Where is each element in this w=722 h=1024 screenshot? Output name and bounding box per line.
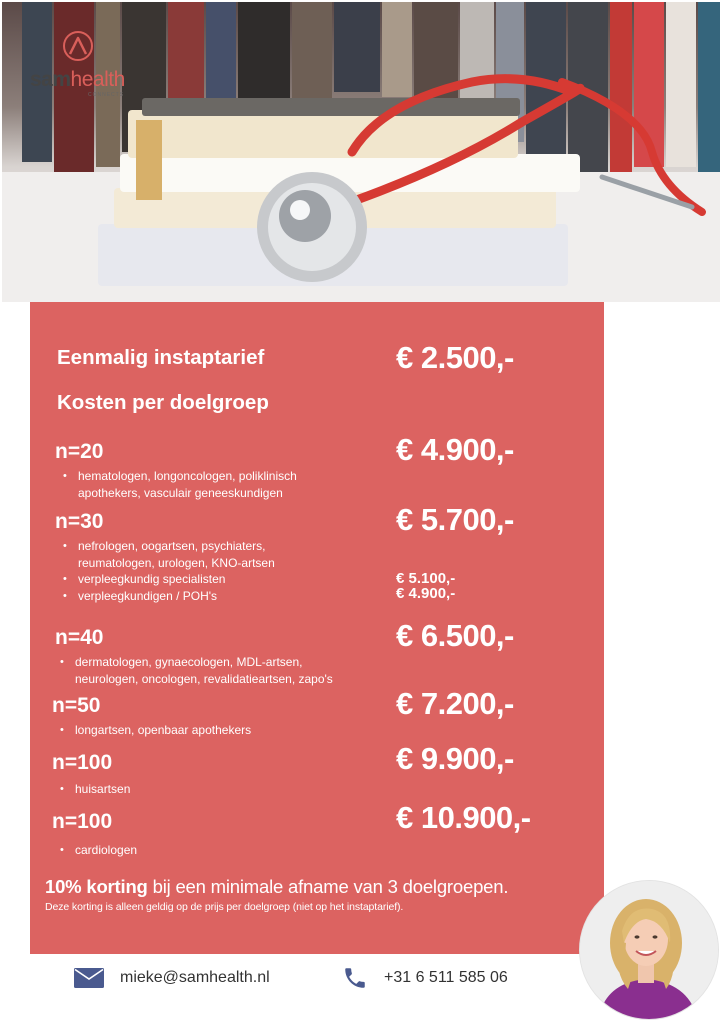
extra-price: € 4.900,- xyxy=(396,585,456,602)
bullet-item xyxy=(63,588,275,605)
extra-price: € 5.100,- xyxy=(396,570,456,587)
logo-subtitle: CONNECTS xyxy=(88,92,125,98)
group-size-label: n=30 xyxy=(55,510,104,533)
portrait-photo xyxy=(580,881,719,1020)
logo-word-sam: sam xyxy=(30,68,71,91)
bullet-item xyxy=(60,842,137,859)
bullet-text: apothekers, vasculair geneeskundigen xyxy=(78,485,283,500)
group-price: € 9.900,- xyxy=(396,741,514,776)
phone-number[interactable]: +31 6 511 585 06 xyxy=(384,969,508,986)
samhealth-logo xyxy=(30,28,140,98)
discount-highlight: 10% korting xyxy=(45,876,148,897)
group-price: € 4.900,- xyxy=(396,432,514,467)
section-title: Kosten per doelgroep xyxy=(57,391,269,414)
bullet-text: hematologen, longoncologen, poliklinisch xyxy=(78,469,297,483)
email-address[interactable]: mieke@samhealth.nl xyxy=(120,969,270,986)
bullet-text: huisartsen xyxy=(75,782,131,796)
logo-word-health: health xyxy=(70,68,125,91)
group-bullets xyxy=(60,842,137,859)
group-size-label: n=40 xyxy=(55,626,104,649)
bullet-text: nefrologen, oogartsen, psychiaters, xyxy=(78,539,266,553)
group-bullets xyxy=(63,538,275,604)
logo-mark-icon xyxy=(30,28,140,70)
bullet-item xyxy=(63,468,297,501)
group-bullets xyxy=(60,781,130,798)
logo-wordmark xyxy=(30,68,125,92)
group-size-label: n=100 xyxy=(52,810,113,833)
discount-line xyxy=(45,876,508,898)
entry-fee-label: Eenmalig instaptarief xyxy=(57,346,265,369)
phone-icon xyxy=(342,965,368,991)
group-price: € 7.200,- xyxy=(396,686,514,721)
bullet-text: verpleegkundigen / POH's xyxy=(78,588,218,603)
price-card xyxy=(30,302,604,954)
group-bullets xyxy=(60,654,333,687)
group-price: € 10.900,- xyxy=(396,800,531,835)
bullet-item xyxy=(60,722,251,739)
hero-image xyxy=(2,2,720,302)
bullet-item xyxy=(60,654,333,687)
email-contact[interactable] xyxy=(74,965,270,991)
bullet-item xyxy=(63,571,275,588)
phone-contact[interactable] xyxy=(342,965,508,991)
entry-fee-price: € 2.500,- xyxy=(396,340,514,375)
bullet-text: verpleegkundig specialisten xyxy=(78,572,226,586)
mail-icon xyxy=(74,968,104,988)
group-size-label: n=100 xyxy=(52,751,113,774)
bullet-text: cardiologen xyxy=(75,843,138,857)
bullet-text: reumatologen, urologen, KNO-artsen xyxy=(78,555,275,570)
bullet-item xyxy=(63,538,275,571)
discount-text: bij een minimale afname van 3 doelgroepen. xyxy=(147,876,509,897)
bullet-text: longartsen, openbaar apothekers xyxy=(75,723,252,737)
group-bullets xyxy=(60,722,251,739)
group-bullets xyxy=(63,468,297,501)
group-price: € 5.700,- xyxy=(396,502,514,537)
group-size-label: n=20 xyxy=(55,440,104,463)
avatar xyxy=(579,880,719,1020)
group-size-label: n=50 xyxy=(52,694,101,717)
bullet-item xyxy=(60,781,130,798)
bullet-text: neurologen, oncologen, revalidatieartsen, zapo's xyxy=(75,671,333,686)
bullet-text: dermatologen, gynaecologen, MDL-artsen, xyxy=(75,655,303,669)
group-price: € 6.500,- xyxy=(396,618,514,653)
discount-note: Deze korting is alleen geldig op de prijs per doelgroep (niet op het instaptarief). xyxy=(45,901,404,913)
